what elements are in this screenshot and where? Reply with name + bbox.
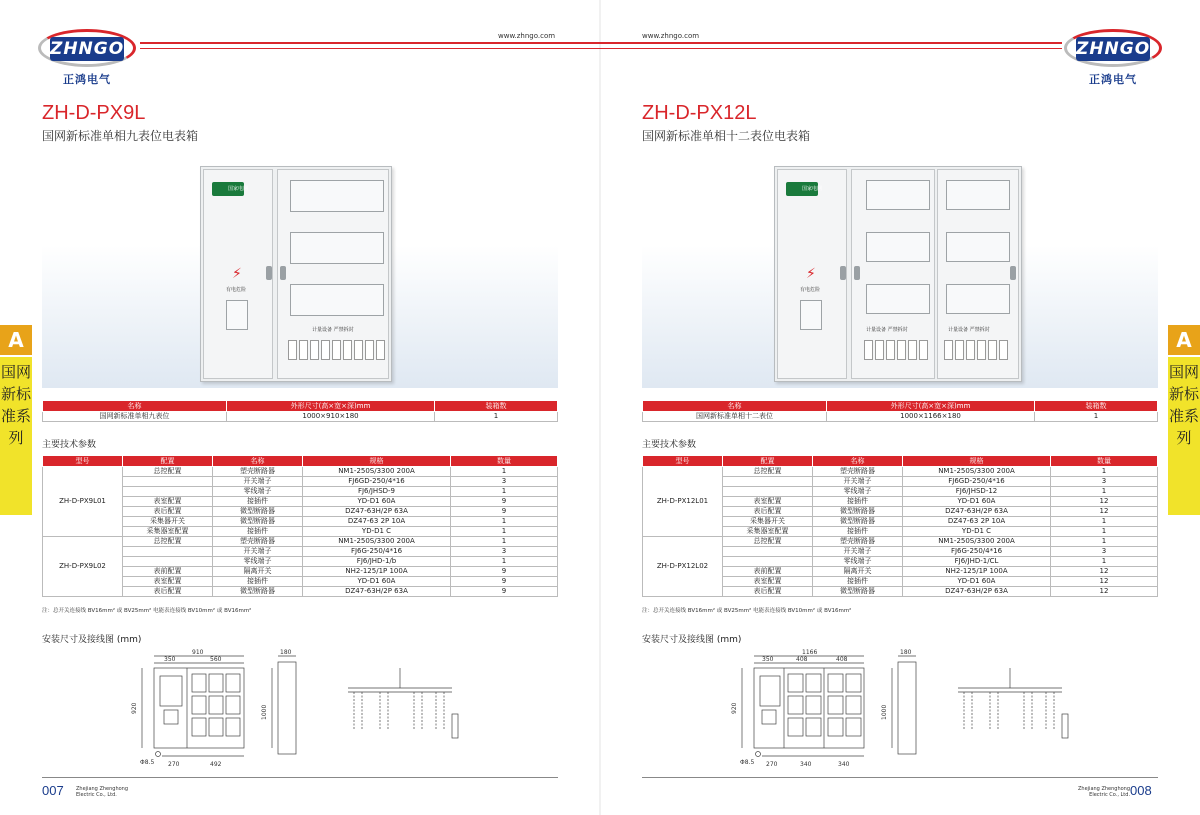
lightning-warning-icon: ⚡: [232, 266, 242, 282]
svg-text:270: 270: [168, 761, 180, 768]
header-url[interactable]: www.zhngo.com: [642, 32, 700, 40]
meter-window: [290, 180, 384, 212]
qty-cell: 12: [1051, 577, 1158, 587]
meter-window: [866, 284, 930, 314]
config-cell: 表后配置: [123, 507, 213, 517]
name-cell: 接插件: [813, 527, 903, 537]
wiring-note: 注：总开关连接线 BV16mm² 或 BV25mm² 电能表连接线 BV10mm² 或 BV16mm²: [642, 608, 852, 614]
page-number: 007: [42, 783, 64, 798]
config-cell: 表前配置: [723, 567, 813, 577]
spec-cell: NM1-250S/3300 200A: [303, 467, 451, 477]
name-cell: 零线端子: [813, 557, 903, 567]
name-cell: 微型断路器: [813, 587, 903, 597]
drawing-title: 安装尺寸及接线图 (mm): [642, 635, 742, 645]
name-cell: 塑壳断路器: [813, 537, 903, 547]
name-cell: 塑壳断路器: [213, 537, 303, 547]
table-row: 国网新标准单相九表位 1000×910×180 1: [43, 412, 558, 422]
svg-text:1166: 1166: [802, 649, 818, 656]
qty-cell: 1: [1051, 557, 1158, 567]
name-cell: 零线端子: [213, 487, 303, 497]
cabinet-left-door: 国家电网 ⚡ 有电危险: [203, 169, 273, 379]
table-row: [43, 537, 558, 547]
name-cell: 微型断路器: [813, 507, 903, 517]
door-handle[interactable]: [840, 266, 846, 280]
lightning-warning-icon: ⚡: [806, 266, 816, 282]
svg-text:910: 910: [192, 649, 204, 656]
spec-cell: YD-D1 60A: [903, 497, 1051, 507]
cabinet-middle-door: 计量设备 严禁拆封: [851, 169, 935, 379]
spec-cell: FJ6/JHD-1/b: [303, 557, 451, 567]
svg-text:180: 180: [280, 649, 292, 656]
model-cell: ZH-D-PX12L02: [643, 537, 723, 597]
params-table: 型号 配置 名称 规格 数量 ZH-D-PX9L01 总控配置 塑壳断路器 NM1-250S/3300 200A 1 开关端子 FJ6GD-250/4*16 3 零线端子 FJ6/JHSD-9 1 表室配置 接插件 YD-D1 60A 9 表后配置 微型断路器 DZ47-63H/2P 63A 9 采集器开关 微型断路器 DZ47-63 2P 10A 1 采集器室配置 接插件 YD-D1 C 1 ZH-D-PX9L02 总控配置 塑壳断路器 NM1-250S/3300 200A 1 开关端子 FJ6G-250/4*16 3 零线端子 FJ6/JHD-1/b 1 表前配置 隔离开关 NH2-125/1P 100A 9 表室配置 接插件 YD-D1 60A 9 表后配置 微型断路器 DZ47-63H/2P 63A 9: [42, 455, 558, 597]
qty-cell: 12: [1051, 507, 1158, 517]
header-rule: [140, 42, 600, 44]
meter-window: [290, 232, 384, 264]
name-cell: 微型断路器: [213, 587, 303, 597]
config-cell: [123, 487, 213, 497]
svg-text:340: 340: [838, 761, 850, 768]
config-cell: 表后配置: [723, 507, 813, 517]
qty-cell: 1: [1051, 527, 1158, 537]
spec-cell: DZ47-63 2P 10A: [303, 517, 451, 527]
cabinet-left-door: 国家电网 ⚡ 有电危险: [777, 169, 847, 379]
qty-cell: 9: [451, 577, 558, 587]
qty-cell: 1: [451, 557, 558, 567]
wiring-diagram: [950, 664, 1080, 744]
spec-cell: FJ6GD-250/4*16: [303, 477, 451, 487]
spec-cell: DZ47-63H/2P 63A: [903, 587, 1051, 597]
drawing-title: 安装尺寸及接线图 (mm): [42, 635, 142, 645]
params-title: 主要技术参数: [42, 440, 97, 450]
spec-cell: NM1-250S/3300 200A: [903, 467, 1051, 477]
name-cell: 开关端子: [213, 547, 303, 557]
dimension-table: 名称 外形尺寸(高×宽×深)mm 装箱数 国网新标准单相十二表位 1000×1166×180 1: [642, 400, 1158, 422]
name-cell: 接插件: [813, 577, 903, 587]
spec-cell: DZ47-63 2P 10A: [903, 517, 1051, 527]
section-tab-label[interactable]: 国网新标准系列: [1168, 357, 1200, 515]
name-cell: 开关端子: [813, 477, 903, 487]
product-photo: [42, 150, 558, 388]
name-cell: 接插件: [213, 527, 303, 537]
right-page: [600, 0, 1200, 815]
spec-cell: FJ6G-250/4*16: [303, 547, 451, 557]
svg-text:492: 492: [210, 761, 222, 768]
meter-window: [866, 180, 930, 210]
qty-cell: 1: [451, 487, 558, 497]
qty-cell: 12: [1051, 587, 1158, 597]
config-cell: 表后配置: [123, 587, 213, 597]
spec-cell: FJ6GD-250/4*16: [903, 477, 1051, 487]
spec-cell: DZ47-63H/2P 63A: [303, 587, 451, 597]
breaker-row: [864, 340, 928, 360]
config-cell: [123, 557, 213, 567]
qty-cell: 3: [451, 547, 558, 557]
svg-text:1000: 1000: [881, 704, 888, 720]
config-cell: [723, 557, 813, 567]
model-cell: ZH-D-PX12L01: [643, 467, 723, 537]
spec-cell: FJ6G-250/4*16: [903, 547, 1051, 557]
svg-text:350: 350: [164, 656, 176, 663]
qty-cell: 3: [1051, 547, 1158, 557]
spec-cell: NH2-125/1P 100A: [303, 567, 451, 577]
product-subtitle: 国网新标准单相九表位电表箱: [42, 129, 199, 143]
meter-window: [946, 232, 1010, 262]
name-cell: 接插件: [213, 497, 303, 507]
svg-text:270: 270: [766, 761, 778, 768]
name-cell: 隔离开关: [213, 567, 303, 577]
spec-cell: YD-D1 60A: [303, 577, 451, 587]
spec-cell: DZ47-63H/2P 63A: [903, 507, 1051, 517]
config-cell: [123, 477, 213, 487]
name-cell: 微型断路器: [213, 507, 303, 517]
name-cell: 微型断路器: [213, 517, 303, 527]
svg-text:180: 180: [900, 649, 912, 656]
qty-cell: 1: [1051, 537, 1158, 547]
config-cell: 表室配置: [123, 497, 213, 507]
svg-text:1000: 1000: [261, 704, 268, 720]
qty-cell: 9: [451, 497, 558, 507]
config-cell: 总控配置: [123, 467, 213, 477]
name-cell: 零线端子: [213, 557, 303, 567]
spec-cell: NM1-250S/3300 200A: [303, 537, 451, 547]
svg-text:350: 350: [762, 656, 774, 663]
page-number: 008: [1130, 783, 1152, 798]
svg-text:Φ8.5: Φ8.5: [740, 759, 755, 766]
wiring-diagram: [340, 664, 470, 744]
config-cell: 表室配置: [123, 577, 213, 587]
svg-text:920: 920: [731, 702, 738, 714]
spec-cell: YD-D1 60A: [903, 577, 1051, 587]
table-row: 国网新标准单相十二表位 1000×1166×180 1: [643, 412, 1158, 422]
config-cell: [723, 477, 813, 487]
meter-window: [946, 284, 1010, 314]
company-logo: ZHNGO 正鸿电气: [1064, 27, 1162, 85]
spec-cell: FJ6/JHSD-12: [903, 487, 1051, 497]
company-name: Zhejiang Zhenghong Electric Co., Ltd.: [76, 786, 129, 798]
name-cell: 接插件: [213, 577, 303, 587]
qty-cell: 1: [1051, 467, 1158, 477]
qty-cell: 1: [1051, 517, 1158, 527]
qty-cell: 1: [451, 467, 558, 477]
svg-text:408: 408: [796, 656, 808, 663]
qty-cell: 3: [1051, 477, 1158, 487]
config-cell: [723, 547, 813, 557]
installation-drawing: [730, 648, 930, 770]
qty-cell: 9: [451, 507, 558, 517]
qty-cell: 12: [1051, 567, 1158, 577]
name-cell: 隔离开关: [813, 567, 903, 577]
meter-cabinet: [774, 166, 1022, 382]
config-cell: 表室配置: [723, 577, 813, 587]
header-url[interactable]: www.zhngo.com: [498, 32, 556, 40]
meter-cabinet: [200, 166, 392, 382]
config-cell: 采集器室配置: [123, 527, 213, 537]
config-cell: 采集器开关: [723, 517, 813, 527]
params-title: 主要技术参数: [642, 440, 697, 450]
door-handle[interactable]: [854, 266, 860, 280]
product-subtitle: 国网新标准单相十二表位电表箱: [642, 129, 811, 143]
product-model: ZH-D-PX9L: [42, 102, 146, 124]
svg-text:920: 920: [131, 702, 138, 714]
table-row: [43, 467, 558, 477]
name-cell: 塑壳断路器: [813, 467, 903, 477]
qty-cell: 1: [451, 517, 558, 527]
name-cell: 开关端子: [813, 547, 903, 557]
qty-cell: 9: [451, 567, 558, 577]
door-handle[interactable]: [266, 266, 272, 280]
name-cell: 塑壳断路器: [213, 467, 303, 477]
product-model: ZH-D-PX12L: [642, 102, 757, 124]
name-cell: 开关端子: [213, 477, 303, 487]
section-tab-letter[interactable]: A: [1168, 325, 1200, 355]
wiring-note: 注：总开关连接线 BV16mm² 或 BV25mm² 电能表连接线 BV10mm² 或 BV16mm²: [42, 608, 252, 614]
spec-cell: NM1-250S/3300 200A: [903, 537, 1051, 547]
product-photo: [642, 150, 1158, 388]
svg-text:408: 408: [836, 656, 848, 663]
spec-cell: YD-D1 C: [903, 527, 1051, 537]
qty-cell: 12: [1051, 497, 1158, 507]
door-handle[interactable]: [280, 266, 286, 280]
name-cell: 微型断路器: [813, 517, 903, 527]
installation-drawing: [130, 648, 310, 770]
section-tab-label[interactable]: 国网新标准系列: [0, 357, 32, 515]
name-cell: 零线端子: [813, 487, 903, 497]
meter-window: [946, 180, 1010, 210]
svg-text:Φ8.5: Φ8.5: [140, 759, 155, 766]
config-cell: 采集器开关: [123, 517, 213, 527]
config-cell: 表前配置: [123, 567, 213, 577]
svg-text:560: 560: [210, 656, 222, 663]
name-cell: 接插件: [813, 497, 903, 507]
cabinet-right-door: 计量设备 严禁拆封: [937, 169, 1019, 379]
section-tab-letter[interactable]: A: [0, 325, 32, 355]
company-logo: ZHNGO 正鸿电气: [38, 27, 136, 85]
config-cell: 总控配置: [723, 537, 813, 547]
qty-cell: 1: [1051, 487, 1158, 497]
door-handle[interactable]: [1010, 266, 1016, 280]
meter-window: [866, 232, 930, 262]
spec-cell: YD-D1 60A: [303, 497, 451, 507]
qty-cell: 1: [451, 527, 558, 537]
svg-text:340: 340: [800, 761, 812, 768]
model-cell: ZH-D-PX9L01: [43, 467, 123, 537]
params-table: 型号 配置 名称 规格 数量 ZH-D-PX12L01 总控配置 塑壳断路器 NM1-250S/3300 200A 1 开关端子 FJ6GD-250/4*16 3 零线端子 FJ6/JHSD-12 1 表室配置 接插件 YD-D1 60A 12 表后配置 微型断路器 DZ47-63H/2P 63A 12 采集器开关 微型断路器 DZ47-63 2P 10A 1 采集器室配置 接插件 YD-D1 C 1 ZH-D-PX12L02 总控配置 塑壳断路器 NM1-250S/3300 200A 1 开关端子 FJ6G-250/4*16 3 零线端子 FJ6/JHD-1/CL 1 表前配置 隔离开关 NH2-125/1P 100A 12 表室配置 接插件 YD-D1 60A 12 表后配置 微型断路器 DZ47-63H/2P 63A 12: [642, 455, 1158, 597]
company-name: Zhejiang Zhenghong Electric Co., Ltd.: [1078, 786, 1131, 798]
qty-cell: 9: [451, 587, 558, 597]
cabinet-right-door: 计量设备 严禁拆封: [277, 169, 389, 379]
model-cell: ZH-D-PX9L02: [43, 537, 123, 597]
config-cell: 表室配置: [723, 497, 813, 507]
config-cell: [723, 487, 813, 497]
breaker-row: [944, 340, 1008, 360]
spec-cell: YD-D1 C: [303, 527, 451, 537]
table-row: [643, 537, 1158, 547]
table-row: [643, 467, 1158, 477]
meter-window: [290, 284, 384, 316]
config-cell: 总控配置: [723, 467, 813, 477]
spec-cell: NH2-125/1P 100A: [903, 567, 1051, 577]
config-cell: [123, 547, 213, 557]
header-rule: [600, 42, 1062, 44]
breaker-row: [288, 340, 385, 360]
qty-cell: 1: [451, 537, 558, 547]
config-cell: 总控配置: [123, 537, 213, 547]
spec-cell: FJ6/JHD-1/CL: [903, 557, 1051, 567]
qty-cell: 3: [451, 477, 558, 487]
config-cell: 采集器室配置: [723, 527, 813, 537]
config-cell: 表后配置: [723, 587, 813, 597]
spec-cell: FJ6/JHSD-9: [303, 487, 451, 497]
spec-cell: DZ47-63H/2P 63A: [303, 507, 451, 517]
dimension-table: 名称 外形尺寸(高×宽×深)mm 装箱数 国网新标准单相九表位 1000×910×180 1: [42, 400, 558, 422]
